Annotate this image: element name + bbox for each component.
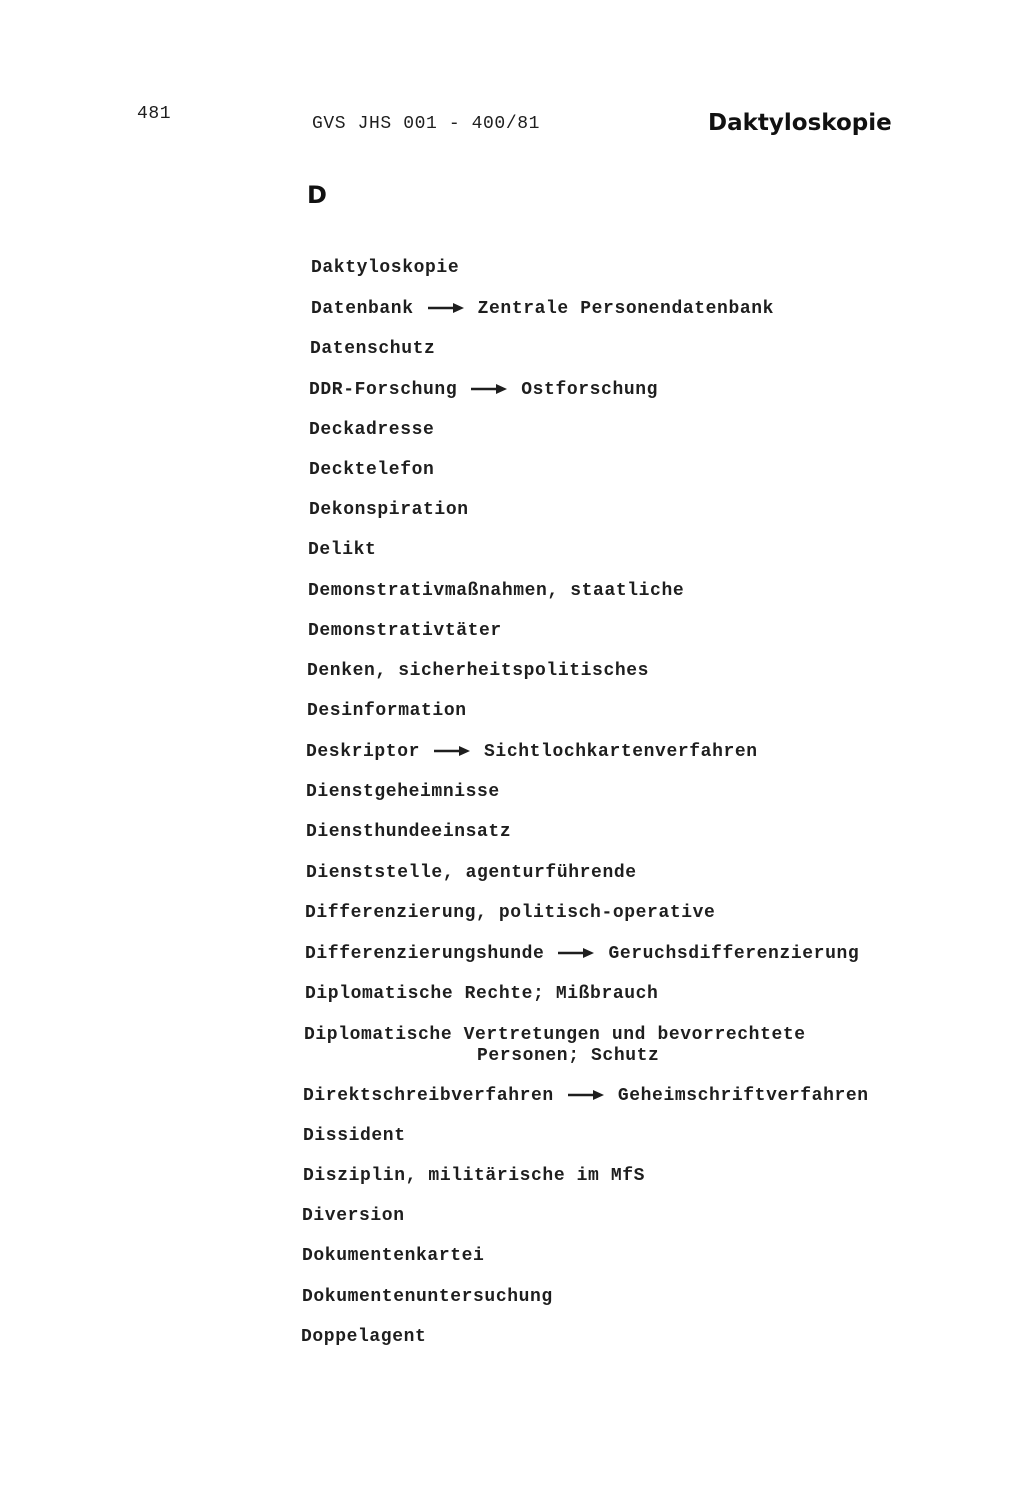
index-term: Differenzierung, politisch-operative — [305, 903, 716, 923]
index-term: Datenschutz — [310, 339, 436, 359]
page-number: 481 — [137, 104, 172, 124]
index-entry — [310, 339, 435, 359]
index-entry — [311, 299, 774, 319]
see-reference-arrow-icon — [469, 381, 509, 395]
index-entry — [304, 1025, 806, 1045]
index-entry — [308, 581, 684, 601]
index-term: Diversion — [302, 1206, 405, 1226]
index-entry — [309, 460, 434, 480]
index-entry — [303, 1166, 645, 1186]
index-term: Desinformation — [307, 701, 467, 721]
index-term-continuation: Personen; Schutz — [477, 1046, 660, 1066]
index-entry — [302, 1206, 405, 1226]
index-term: Doppelagent — [301, 1327, 427, 1347]
index-entry — [308, 540, 376, 560]
index-entry — [303, 1126, 406, 1146]
index-entry — [309, 380, 658, 400]
index-entry — [301, 1327, 426, 1347]
index-term: Disziplin, militärische im MfS — [303, 1166, 646, 1186]
index-term: Dekonspiration — [309, 500, 469, 520]
index-term: Differenzierungshunde — [305, 944, 545, 964]
index-term: Dissident — [303, 1126, 406, 1146]
index-entry — [307, 701, 467, 721]
running-head: Daktyloskopie — [708, 110, 892, 136]
index-term: Delikt — [308, 540, 377, 560]
index-term: Diplomatische Vertretungen und bevorrechtete — [304, 1025, 806, 1045]
index-term: Diensthundeeinsatz — [306, 822, 512, 842]
index-term: Direktschreibverfahren — [303, 1086, 554, 1106]
index-entry — [305, 903, 715, 923]
index-entry — [309, 420, 434, 440]
see-reference-term: Geheimschriftverfahren — [617, 1086, 869, 1106]
index-entry — [305, 944, 859, 964]
index-entry — [302, 1246, 484, 1266]
index-term: Dienstgeheimnisse — [306, 782, 500, 802]
index-term: Dienststelle, agenturführende — [306, 863, 637, 883]
see-reference-term: Sichtlochkartenverfahren — [484, 742, 758, 762]
index-entry — [308, 621, 502, 641]
index-entry — [306, 822, 511, 842]
see-reference-arrow-icon — [566, 1087, 606, 1101]
document-code: GVS JHS 001 - 400/81 — [312, 114, 541, 134]
index-entry — [302, 1287, 553, 1307]
index-term: Daktyloskopie — [311, 258, 460, 278]
see-reference-term: Zentrale Personendatenbank — [477, 299, 775, 319]
see-reference-term: Geruchsdifferenzierung — [608, 944, 860, 964]
index-term: Denken, sicherheitspolitisches — [307, 661, 650, 681]
index-entry — [307, 661, 649, 681]
index-term: DDR-Forschung — [309, 380, 458, 400]
index-entry — [306, 742, 758, 762]
index-term: Dokumentenkartei — [302, 1246, 485, 1266]
index-entry — [306, 782, 500, 802]
see-reference-term: Ostforschung — [521, 380, 659, 400]
index-entry — [311, 258, 459, 278]
index-term: Diplomatische Rechte; Mißbrauch — [305, 984, 659, 1004]
see-reference-arrow-icon — [556, 945, 596, 959]
index-term: Dokumentenuntersuchung — [302, 1287, 553, 1307]
index-term: Decktelefon — [309, 460, 435, 480]
index-entry — [305, 984, 658, 1004]
index-entry — [306, 863, 637, 883]
index-term: Deskriptor — [306, 742, 421, 762]
index-entry — [303, 1086, 869, 1106]
index-entry — [309, 500, 469, 520]
index-term: Datenbank — [311, 299, 414, 319]
index-term: Demonstrativtäter — [308, 621, 502, 641]
see-reference-arrow-icon — [432, 743, 472, 757]
see-reference-arrow-icon — [426, 300, 466, 314]
index-term: Deckadresse — [309, 420, 435, 440]
section-letter: D — [307, 181, 327, 209]
index-term: Demonstrativmaßnahmen, staatliche — [308, 581, 685, 601]
